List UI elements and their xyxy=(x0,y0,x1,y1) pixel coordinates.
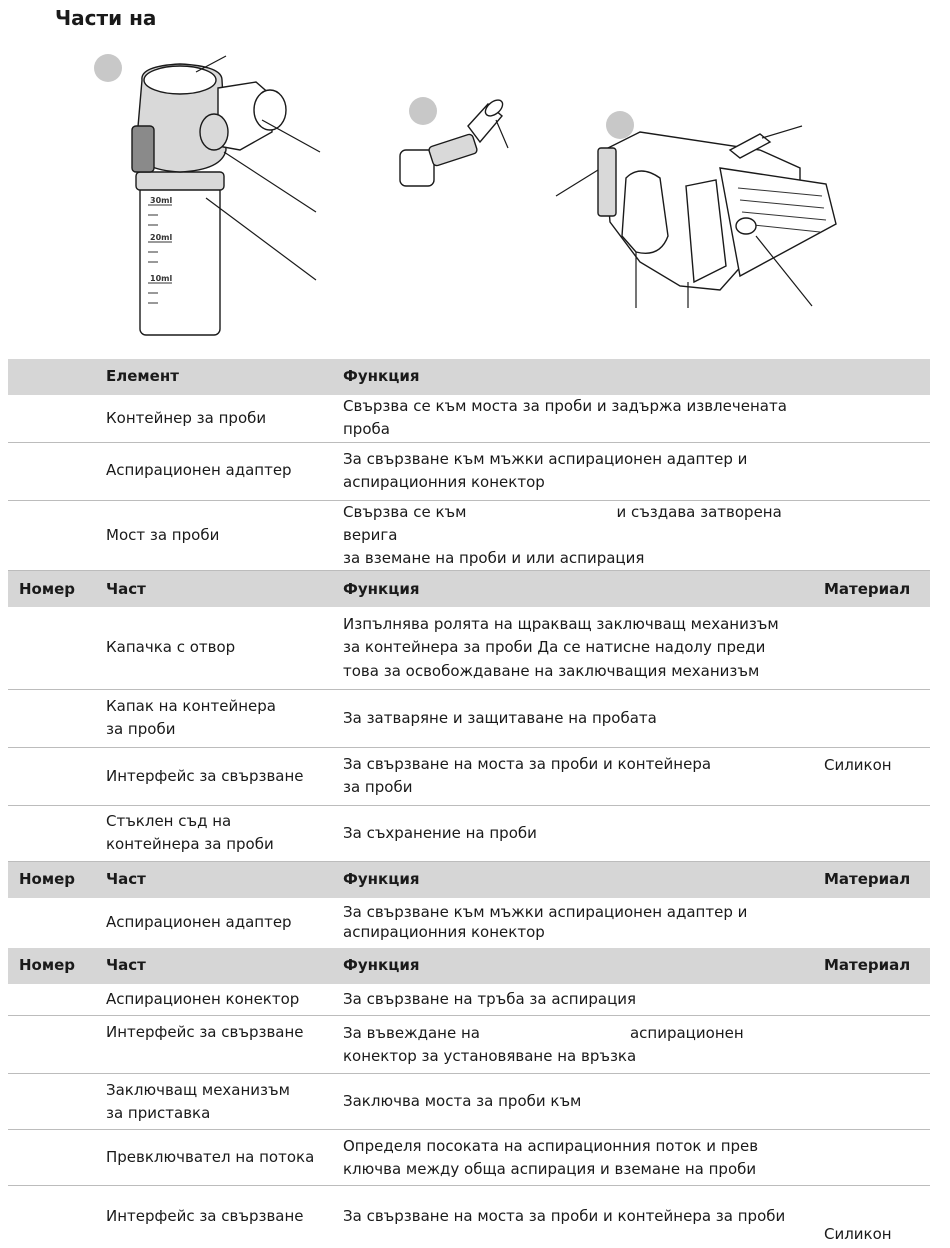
table-row xyxy=(8,1186,930,1248)
part-function: Изпълнява ролята на щракващ заключващ механизъм за контейнера за проби Да се натисне надолу преди това за освобождаване на заключващия механизъм xyxy=(337,607,818,689)
page-title: Части на xyxy=(55,6,157,30)
part-function: Заключва моста за проби към xyxy=(337,1074,818,1130)
part-material: Силикон xyxy=(824,1224,892,1243)
header-function: Функция xyxy=(337,359,818,395)
header-number: Номер xyxy=(8,948,100,984)
parts-illustration xyxy=(0,40,950,350)
header-element: Елемент xyxy=(100,359,337,395)
part-name: Контейнер за проби xyxy=(100,395,337,442)
table-header xyxy=(8,359,930,395)
part-name: Интерфейс за свързване xyxy=(100,1016,337,1074)
part-name: Мост за проби xyxy=(100,500,337,571)
callout-circle-1 xyxy=(94,54,122,82)
sample-bridge-drawing xyxy=(556,126,836,308)
part-name: Аспирационен конектор xyxy=(100,984,337,1016)
part-name: Интерфейс за свързване xyxy=(100,747,337,805)
table-row xyxy=(8,1074,930,1130)
header-function: Функция xyxy=(337,948,818,984)
part-name: Стъклен съд на контейнера за проби xyxy=(100,805,337,861)
callout-circle-2 xyxy=(409,97,437,125)
header-part: Част xyxy=(100,861,337,898)
part-name: Заключващ механизъм за приставка xyxy=(100,1074,337,1130)
callout-circle-3 xyxy=(606,111,634,139)
table-row xyxy=(8,607,930,689)
header-material: Материал xyxy=(818,948,930,984)
table-row xyxy=(8,1130,930,1186)
table-row xyxy=(8,898,930,948)
table-row xyxy=(8,500,930,571)
part-function: За въвеждане на аспирационен конектор за установяване на връзка xyxy=(337,1016,818,1074)
header-number: Номер xyxy=(8,861,100,898)
parts-table xyxy=(8,359,930,1248)
table-row xyxy=(8,1016,930,1074)
part-name: Интерфейс за свързване xyxy=(106,1207,304,1226)
part-function: За свързване към мъжки аспирационен адаптер и аспирационния конектор xyxy=(337,442,818,500)
table-row xyxy=(8,395,930,442)
part-function: Определя посоката на аспирационния поток и прев ключва между обща аспирация и вземане на проби xyxy=(337,1130,818,1186)
header-part: Част xyxy=(100,948,337,984)
header-number: Номер xyxy=(8,571,100,608)
part-function: За свързване на тръба за аспирация xyxy=(337,984,818,1016)
part-name: Капак на контейнера за проби xyxy=(100,689,337,747)
table-row xyxy=(8,442,930,500)
header-function: Функция xyxy=(337,861,818,898)
table-header xyxy=(8,948,930,984)
header-function: Функция xyxy=(337,571,818,608)
table-row xyxy=(8,747,930,805)
table-row xyxy=(8,984,930,1016)
part-name: Аспирационен адаптер xyxy=(106,913,292,931)
scale-label: 20ml xyxy=(150,233,173,242)
part-material: Силикон xyxy=(818,747,930,805)
header-material: Материал xyxy=(818,571,930,608)
header-part: Част xyxy=(100,571,337,608)
part-function: Свързва се към моста за проби и задържа извлечената проба xyxy=(337,395,818,442)
part-function: За затваряне и защитаване на пробата xyxy=(337,689,818,747)
table-header xyxy=(8,571,930,608)
header-material: Материал xyxy=(818,861,930,898)
table-row xyxy=(8,805,930,861)
part-name: Превключвател на потока xyxy=(100,1130,337,1186)
sample-container-drawing xyxy=(132,56,320,335)
scale-label: 10ml xyxy=(150,274,173,283)
part-function: За съхранение на проби xyxy=(337,805,818,861)
part-function: Свързва се към и създава затворена верига за вземане на проби и или аспирация xyxy=(337,500,818,571)
table-row xyxy=(8,689,930,747)
part-name: Капачка с отвор xyxy=(100,607,337,689)
table-header xyxy=(8,861,930,898)
part-function: За свързване към мъжки аспирационен адаптер и аспирационния конектор xyxy=(343,903,748,941)
part-name: Аспирационен адаптер xyxy=(100,442,337,500)
part-function: За свързване на моста за проби и контейнера за проби xyxy=(337,747,818,805)
scale-label: 30ml xyxy=(150,196,173,205)
part-function: За свързване на моста за проби и контейнера за проби xyxy=(343,1207,786,1226)
